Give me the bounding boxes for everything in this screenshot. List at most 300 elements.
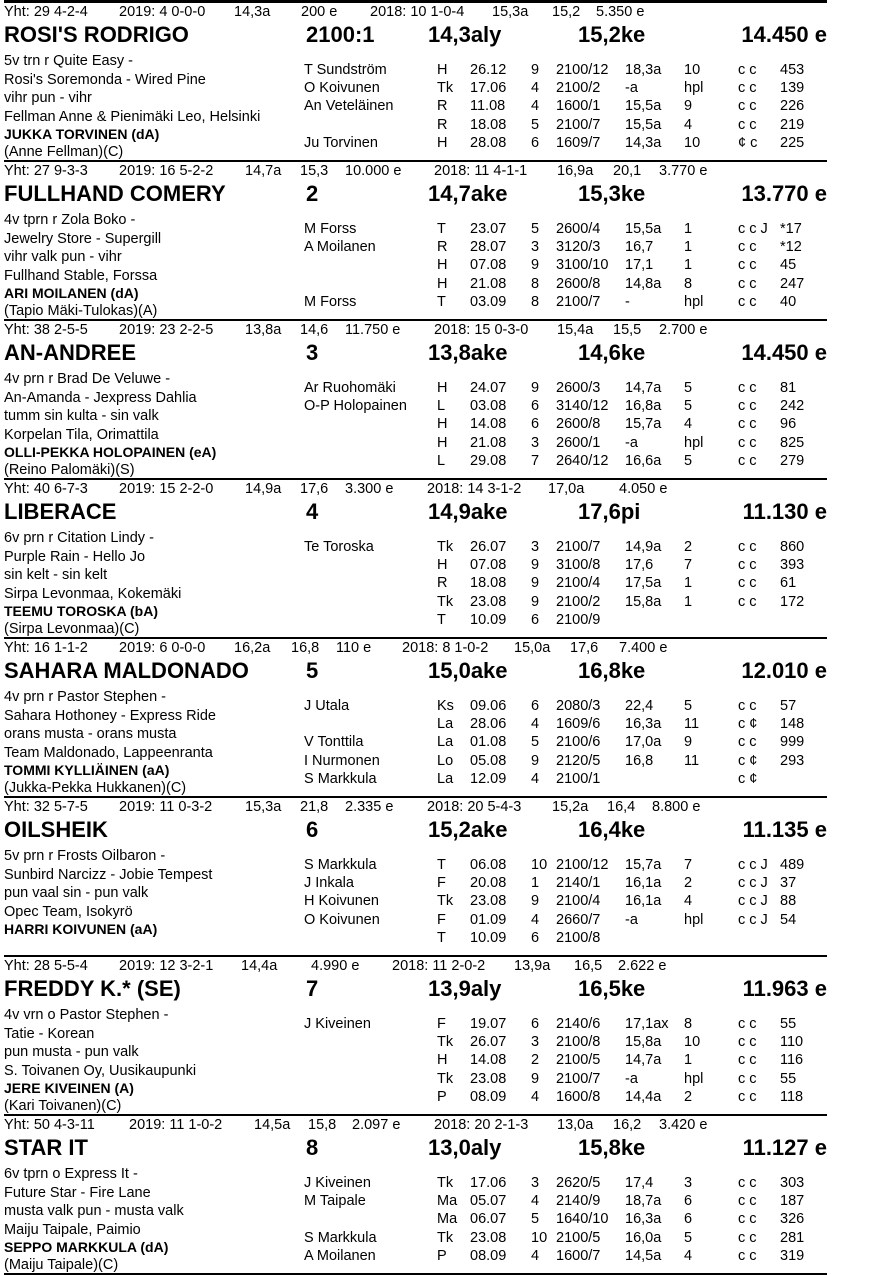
odds-value: 281: [780, 1230, 805, 1246]
post-position: 6: [531, 416, 540, 432]
track-code: T: [437, 930, 446, 946]
distance-track: 2140/9: [556, 1193, 601, 1209]
shoe-code: c c: [738, 398, 757, 414]
km-time: -: [625, 294, 630, 310]
stats-field: 4.050 e: [619, 481, 668, 497]
prize-money: 11.963 e: [742, 976, 827, 1001]
shoe-code: c c: [738, 1016, 757, 1032]
post-position: 5: [531, 734, 540, 750]
track-code: Ma: [437, 1211, 458, 1227]
finish-place: 11: [684, 716, 700, 732]
distance-track: 2600/8: [556, 416, 601, 432]
odds-value: 279: [780, 453, 805, 469]
finish-place: 1: [684, 1052, 693, 1068]
driver-name: M Forss: [304, 294, 357, 310]
post-position: 6: [531, 1016, 540, 1032]
horse-info-line: 5v prn r Frosts Oilbaron -: [4, 848, 166, 864]
horse-info-line: Tatie - Korean: [4, 1025, 95, 1042]
trainer-name: JERE KIVEINEN (A): [4, 1080, 134, 1096]
post-position: 4: [531, 1193, 540, 1209]
odds-value: 225: [780, 135, 805, 151]
distance-track: 2600/8: [556, 276, 601, 292]
race-date: 12.09: [470, 771, 507, 787]
shoe-code: c c: [738, 1071, 757, 1087]
stats-field: 2019: 4 0-0-0: [119, 4, 206, 20]
distance-track: 2080/3: [556, 698, 601, 714]
finish-place: 3: [684, 1175, 693, 1191]
finish-place: 5: [684, 380, 693, 396]
distance-track: 3100/10: [556, 257, 609, 273]
post-position: 10: [531, 1230, 548, 1246]
track-code: Tk: [437, 1175, 454, 1191]
track-code: L: [437, 453, 446, 469]
driver-name: H Koivunen: [304, 893, 379, 909]
horse-entry: [4, 798, 827, 957]
trainer-name: HARRI KOIVUNEN (aA): [4, 921, 158, 937]
post-position: 9: [531, 257, 540, 273]
track-code: H: [437, 416, 448, 432]
track-code: H: [437, 135, 448, 151]
stats-field: 16,5: [574, 958, 603, 974]
distance-track: 2140/6: [556, 1016, 601, 1032]
race-date: 23.08: [470, 594, 507, 610]
race-date: 26.07: [470, 539, 507, 555]
stats-field: 15,4a: [557, 322, 594, 338]
km-time: 18,7a: [625, 1193, 662, 1209]
post-position: 1: [531, 875, 540, 891]
stats-field: 14,6: [300, 322, 329, 338]
stats-field: 2018: 8 1-0-2: [402, 640, 489, 656]
km-time: 16,3a: [625, 1211, 662, 1227]
km-time: -a: [625, 912, 638, 928]
horse-info-line: Jewelry Store - Supergill: [4, 230, 162, 247]
stats-field: 110 e: [336, 640, 372, 656]
stats-field: 2018: 11 2-0-2: [392, 958, 486, 974]
odds-value: 118: [780, 1089, 804, 1105]
km-time: 16,0a: [625, 1230, 662, 1246]
horse-info-line: pun musta - pun valk: [4, 1044, 139, 1060]
distance-track: 2620/5: [556, 1175, 601, 1191]
finish-place: 2: [684, 1089, 693, 1105]
km-time: -a: [625, 80, 638, 96]
shoe-code: c c: [738, 276, 757, 292]
track-code: H: [437, 276, 448, 292]
stats-field: Yht: 16 1-1-2: [4, 640, 88, 656]
stats-field: 11.750 e: [345, 322, 401, 338]
shoe-code: c c: [738, 575, 757, 591]
finish-place: 2: [684, 539, 693, 555]
odds-value: 293: [780, 753, 805, 769]
horse-info-line: 4v prn r Pastor Stephen -: [4, 689, 166, 705]
odds-value: 61: [780, 575, 797, 591]
race-date: 09.06: [470, 698, 507, 714]
record-second: 15,3ke: [578, 181, 646, 206]
stats-field: 15,2a: [552, 799, 589, 815]
stats-field: 16,2a: [234, 640, 271, 656]
km-time: 17,0a: [625, 734, 662, 750]
km-time: 16,6a: [625, 453, 662, 469]
km-time: 18,3a: [625, 62, 662, 78]
finish-place: hpl: [684, 912, 704, 928]
stats-field: 2019: 23 2-2-5: [119, 322, 214, 338]
finish-place: 1: [684, 575, 693, 591]
race-date: 17.06: [470, 80, 507, 96]
post-position: 3: [531, 1175, 540, 1191]
driver-name: M Forss: [304, 221, 357, 237]
odds-value: 393: [780, 557, 805, 573]
distance-track: 2640/12: [556, 453, 609, 469]
driver-name: J Inkala: [304, 875, 354, 891]
shoe-code: c c J: [738, 912, 768, 928]
shoe-code: c c: [738, 1034, 757, 1050]
odds-value: 45: [780, 257, 797, 273]
stats-field: 2019: 11 0-3-2: [119, 799, 213, 815]
distance-track: 2100/8: [556, 930, 601, 946]
horse-info-line: Opec Team, Isokyrö: [4, 903, 133, 920]
prize-money: 13.770 e: [741, 181, 827, 206]
record-second: 15,8ke: [578, 1135, 646, 1160]
track-code: La: [437, 716, 454, 732]
race-date: 10.09: [470, 930, 507, 946]
record-best: 13,9aly: [428, 976, 502, 1001]
shoe-code: c c: [738, 698, 757, 714]
km-time: 15,5a: [625, 98, 662, 114]
post-position: 9: [531, 594, 540, 610]
race-date: 10.09: [470, 612, 507, 628]
stats-field: 15,3: [300, 163, 329, 179]
record-second: 14,6ke: [578, 340, 646, 365]
post-position: 9: [531, 893, 540, 909]
shoe-code: c c: [738, 1248, 757, 1264]
post-position: 6: [531, 398, 540, 414]
shoe-code: c c: [738, 539, 757, 555]
stats-field: 2019: 12 3-2-1: [119, 958, 214, 974]
record-best: 15,2ake: [428, 817, 508, 842]
horse-info-line: Korpelan Tila, Orimattila: [4, 426, 159, 443]
start-number: 2100:1: [306, 22, 375, 47]
finish-place: 2: [684, 875, 693, 891]
horse-name: SAHARA MALDONADO: [4, 658, 249, 683]
odds-value: 489: [780, 857, 805, 873]
stats-field: 15,5: [613, 322, 642, 338]
distance-track: 3100/8: [556, 557, 601, 573]
driver-name: V Tonttila: [304, 734, 364, 750]
finish-place: 4: [684, 117, 693, 133]
finish-place: 1: [684, 257, 693, 273]
stats-field: 2.700 e: [659, 322, 708, 338]
race-date: 23.08: [470, 1230, 507, 1246]
distance-track: 2100/2: [556, 80, 601, 96]
km-time: 16,1a: [625, 875, 662, 891]
post-position: 3: [531, 239, 540, 255]
horse-info-line: vihr valk pun - vihr: [4, 249, 122, 265]
race-date: 01.09: [470, 912, 507, 928]
km-time: 22,4: [625, 698, 654, 714]
finish-place: 6: [684, 1211, 693, 1227]
distance-track: 2100/7: [556, 294, 601, 310]
race-date: 28.08: [470, 135, 507, 151]
post-position: 6: [531, 612, 540, 628]
horse-entry: [4, 639, 827, 798]
race-date: 07.08: [470, 257, 507, 273]
horse-info-line: 6v prn r Citation Lindy -: [4, 530, 154, 546]
driver-name: Ju Torvinen: [304, 135, 378, 151]
stats-field: 2019: 15 2-2-0: [119, 481, 214, 497]
distance-track: 2100/4: [556, 575, 601, 591]
track-code: H: [437, 257, 448, 273]
distance-track: 3120/3: [556, 239, 601, 255]
horse-name: FREDDY K.* (SE): [4, 976, 181, 1001]
owner-line: (Reino Palomäki)(S): [4, 462, 135, 478]
race-date: 01.08: [470, 734, 507, 750]
track-code: F: [437, 875, 446, 891]
finish-place: 1: [684, 221, 693, 237]
stats-field: 14,4a: [241, 958, 278, 974]
driver-name: O Koivunen: [304, 912, 380, 928]
distance-track: 2100/5: [556, 1052, 601, 1068]
track-code: H: [437, 435, 448, 451]
driver-name: Te Toroska: [304, 539, 374, 555]
post-position: 10: [531, 857, 548, 873]
odds-value: 116: [780, 1052, 804, 1068]
post-position: 9: [531, 575, 540, 591]
shoe-code: c c: [738, 435, 757, 451]
owner-line: (Anne Fellman)(C): [4, 144, 124, 160]
odds-value: 187: [780, 1193, 805, 1209]
finish-place: 4: [684, 416, 693, 432]
odds-value: 242: [780, 398, 805, 414]
race-date: 24.07: [470, 380, 507, 396]
post-position: 4: [531, 1248, 540, 1264]
finish-place: hpl: [684, 435, 704, 451]
record-second: 16,8ke: [578, 658, 646, 683]
post-position: 9: [531, 753, 540, 769]
finish-place: hpl: [684, 1071, 704, 1087]
horse-info-line: Fullhand Stable, Forssa: [4, 267, 158, 284]
race-date: 17.06: [470, 1175, 507, 1191]
record-best: 14,3aly: [428, 22, 502, 47]
distance-track: 3140/12: [556, 398, 609, 414]
shoe-code: c c: [738, 416, 757, 432]
post-position: 2: [531, 1052, 540, 1068]
horse-name: FULLHAND COMERY: [4, 181, 226, 206]
stats-field: Yht: 29 4-2-4: [4, 4, 88, 20]
track-code: La: [437, 734, 454, 750]
odds-value: 55: [780, 1071, 797, 1087]
stats-field: Yht: 28 5-5-4: [4, 958, 88, 974]
post-position: 4: [531, 912, 540, 928]
post-position: 7: [531, 453, 540, 469]
finish-place: 8: [684, 1016, 693, 1032]
driver-name: S Markkula: [304, 1230, 377, 1246]
distance-track: 2100/7: [556, 1071, 601, 1087]
km-time: 15,8a: [625, 1034, 662, 1050]
track-code: Tk: [437, 893, 454, 909]
record-second: 17,6pi: [578, 499, 641, 524]
driver-name: J Kiveinen: [304, 1016, 371, 1032]
record-second: 16,4ke: [578, 817, 646, 842]
finish-place: hpl: [684, 294, 704, 310]
driver-name: T Sundström: [304, 62, 387, 78]
horse-info-line: Maiju Taipale, Paimio: [4, 1221, 141, 1238]
km-time: 15,7a: [625, 857, 662, 873]
race-date: 28.07: [470, 239, 507, 255]
shoe-code: c c J: [738, 221, 768, 237]
horse-info-line: vihr pun - vihr: [4, 90, 92, 106]
odds-value: 326: [780, 1211, 805, 1227]
horse-info-line: 6v tprn o Express It -: [4, 1166, 138, 1182]
horse-info-line: 4v prn r Brad De Veluwe -: [4, 371, 171, 387]
stats-field: 3.770 e: [659, 163, 708, 179]
odds-value: 81: [780, 380, 797, 396]
shoe-code: c c: [738, 380, 757, 396]
shoe-code: c c: [738, 62, 757, 78]
track-code: R: [437, 575, 448, 591]
odds-value: 453: [780, 62, 805, 78]
stats-field: 17,0a: [548, 481, 585, 497]
stats-field: Yht: 32 5-7-5: [4, 799, 88, 815]
km-time: 14,3a: [625, 135, 662, 151]
post-position: 5: [531, 117, 540, 133]
horse-entry: [4, 321, 827, 480]
km-time: -a: [625, 1071, 638, 1087]
finish-place: 5: [684, 1230, 693, 1246]
stats-field: 3.420 e: [659, 1117, 708, 1133]
track-code: L: [437, 398, 446, 414]
horse-name: AN-ANDREE: [4, 340, 136, 365]
driver-name: M Taipale: [304, 1193, 366, 1209]
km-time: 14,7a: [625, 1052, 662, 1068]
odds-value: 172: [780, 594, 805, 610]
owner-line: (Tapio Mäki-Tulokas)(A): [4, 303, 158, 319]
horse-info-line: An-Amanda - Jexpress Dahlia: [4, 389, 197, 406]
race-date: 06.08: [470, 857, 507, 873]
horse-name: LIBERACE: [4, 499, 117, 524]
owner-line: (Kari Toivanen)(C): [4, 1098, 122, 1114]
distance-track: 2600/1: [556, 435, 601, 451]
track-code: F: [437, 912, 446, 928]
track-code: Lo: [437, 753, 454, 769]
post-position: 4: [531, 771, 540, 787]
horse-info-line: Fellman Anne & Pienimäki Leo, Helsinki: [4, 108, 261, 125]
finish-place: 4: [684, 1248, 693, 1264]
stats-field: 16,8: [291, 640, 320, 656]
shoe-code: c c: [738, 1230, 757, 1246]
distance-track: 2100/9: [556, 612, 601, 628]
shoe-code: c c: [738, 1052, 757, 1068]
odds-value: 825: [780, 435, 805, 451]
shoe-code: c ¢: [738, 771, 758, 787]
odds-value: 88: [780, 893, 797, 909]
distance-track: 2660/7: [556, 912, 601, 928]
race-date: 26.07: [470, 1034, 507, 1050]
shoe-code: c c J: [738, 875, 768, 891]
stats-field: 13,8a: [245, 322, 282, 338]
driver-name: A Moilanen: [304, 1248, 376, 1264]
km-time: 16,7: [625, 239, 654, 255]
horse-info-line: S. Toivanen Oy, Uusikaupunki: [4, 1062, 197, 1079]
odds-value: 37: [780, 875, 797, 891]
shoe-code: c c: [738, 594, 757, 610]
shoe-code: c c: [738, 117, 757, 133]
stats-field: 8.800 e: [652, 799, 701, 815]
race-date: 14.08: [470, 416, 507, 432]
shoe-code: c c J: [738, 857, 768, 873]
trainer-name: OLLI-PEKKA HOLOPAINEN (eA): [4, 444, 217, 460]
race-date: 26.12: [470, 62, 507, 78]
track-code: La: [437, 771, 454, 787]
start-number: 4: [306, 499, 319, 524]
horse-name: STAR IT: [4, 1135, 88, 1160]
post-position: 6: [531, 930, 540, 946]
horse-info-line: Sunbird Narcizz - Jobie Tempest: [4, 866, 213, 883]
stats-field: 13,9a: [514, 958, 551, 974]
shoe-code: c c: [738, 1175, 757, 1191]
stats-field: 13,0a: [557, 1117, 594, 1133]
track-code: H: [437, 380, 448, 396]
distance-track: 1600/8: [556, 1089, 601, 1105]
finish-place: 1: [684, 239, 693, 255]
track-code: P: [437, 1089, 447, 1105]
stats-field: 2018: 15 0-3-0: [434, 322, 529, 338]
stats-field: 2019: 6 0-0-0: [119, 640, 206, 656]
finish-place: 5: [684, 698, 693, 714]
stats-field: 14,3a: [234, 4, 271, 20]
km-time: 17,6: [625, 557, 654, 573]
start-number: 3: [306, 340, 319, 365]
km-time: 14,4a: [625, 1089, 662, 1105]
stats-field: 5.350 e: [596, 4, 645, 20]
post-position: 3: [531, 1034, 540, 1050]
distance-track: 1609/6: [556, 716, 601, 732]
stats-field: 14,9a: [245, 481, 282, 497]
track-code: Tk: [437, 1071, 454, 1087]
shoe-code: c c J: [738, 893, 768, 909]
odds-value: 226: [780, 98, 805, 114]
start-number: 2: [306, 181, 319, 206]
owner-line: (Maiju Taipale)(C): [4, 1257, 119, 1273]
driver-name: Ar Ruohomäki: [304, 380, 396, 396]
stats-field: 15,2: [552, 4, 581, 20]
stats-field: 16,9a: [557, 163, 594, 179]
post-position: 9: [531, 1071, 540, 1087]
stats-field: Yht: 50 4-3-11: [4, 1117, 95, 1133]
stats-field: 2018: 14 3-1-2: [427, 481, 522, 497]
trainer-name: SEPPO MARKKULA (dA): [4, 1239, 169, 1255]
prize-money: 14.450 e: [741, 22, 827, 47]
driver-name: O-P Holopainen: [304, 398, 407, 414]
owner-line: (Jukka-Pekka Hukkanen)(C): [4, 780, 187, 796]
finish-place: 10: [684, 62, 701, 78]
track-code: F: [437, 1016, 446, 1032]
record-best: 14,7ake: [428, 181, 508, 206]
shoe-code: c c: [738, 557, 757, 573]
stats-field: 10.000 e: [345, 163, 402, 179]
post-position: 9: [531, 380, 540, 396]
stats-field: 17,6: [570, 640, 599, 656]
post-position: 6: [531, 135, 540, 151]
finish-place: 6: [684, 1193, 693, 1209]
track-code: H: [437, 62, 448, 78]
stats-field: 2018: 10 1-0-4: [370, 4, 465, 20]
finish-place: 7: [684, 857, 693, 873]
post-position: 3: [531, 435, 540, 451]
odds-value: 247: [780, 276, 805, 292]
post-position: 4: [531, 98, 540, 114]
finish-place: 10: [684, 135, 701, 151]
horse-info-line: Purple Rain - Hello Jo: [4, 548, 146, 565]
distance-track: 1640/10: [556, 1211, 609, 1227]
